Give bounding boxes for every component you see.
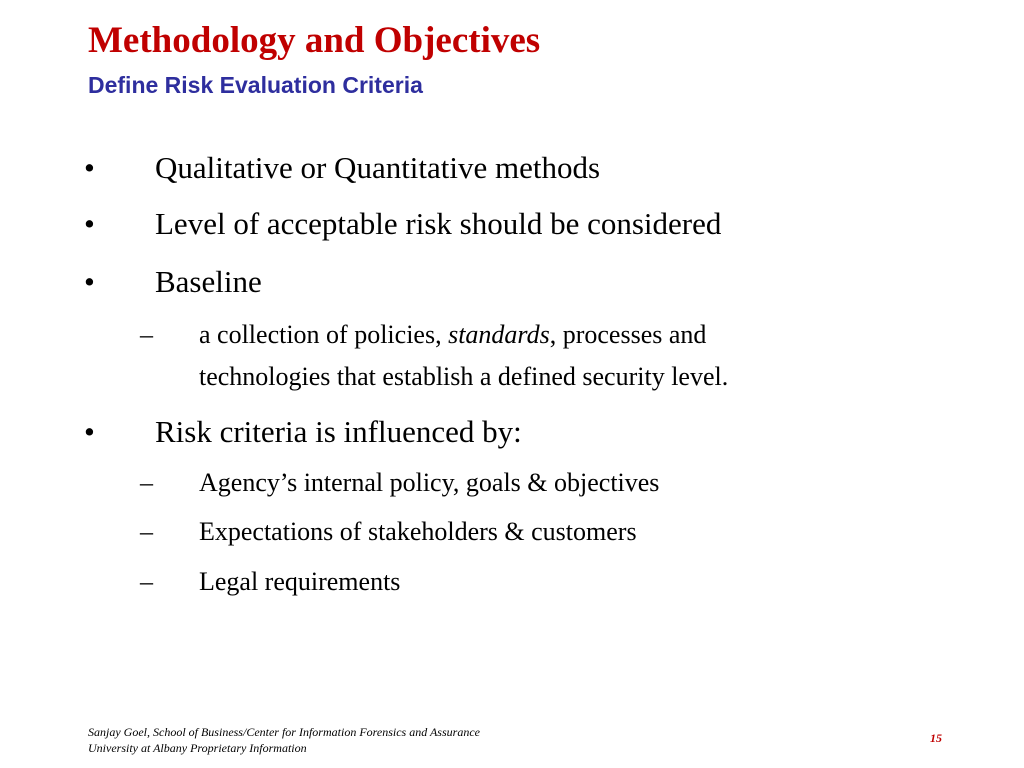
dash-marker: – — [140, 567, 153, 596]
dash-marker: – — [140, 517, 153, 546]
bullet-marker: • — [84, 264, 95, 299]
footer-line: University at Albany Proprietary Information — [88, 741, 307, 755]
dash-marker: – — [140, 468, 153, 497]
sub-item-text — [199, 313, 706, 356]
bullet-text: Risk criteria is influenced by: — [155, 414, 522, 449]
sub-item-text-part: a collection of policies, — [199, 320, 449, 349]
bullet-text: Qualitative or Quantitative methods — [155, 150, 601, 185]
sub-item-text: Expectations of stakeholders & customers — [199, 517, 637, 546]
page-number: 15 — [930, 731, 942, 745]
sub-item-text: technologies that establish a defined security level. — [199, 362, 729, 391]
bullet-marker: • — [84, 150, 95, 185]
bullet-text: Baseline — [155, 264, 262, 299]
slide-subtitle: Define Risk Evaluation Criteria — [88, 72, 423, 98]
slide-title: Methodology and Objectives — [88, 20, 541, 61]
footer-line: Sanjay Goel, School of Business/Center for Information Forensics and Assurance — [88, 725, 480, 739]
sub-item-italic-text: standards — [448, 320, 550, 349]
sub-item-text-part: , processes and — [549, 320, 707, 349]
slide-footer — [88, 724, 480, 756]
dash-marker: – — [140, 320, 153, 349]
bullet-marker: • — [84, 206, 95, 241]
sub-item-text: Agency’s internal policy, goals & objectives — [199, 468, 660, 497]
bullet-marker: • — [84, 414, 95, 449]
sub-item-text: Legal requirements — [199, 567, 401, 596]
bullet-text: Level of acceptable risk should be considered — [155, 206, 722, 241]
